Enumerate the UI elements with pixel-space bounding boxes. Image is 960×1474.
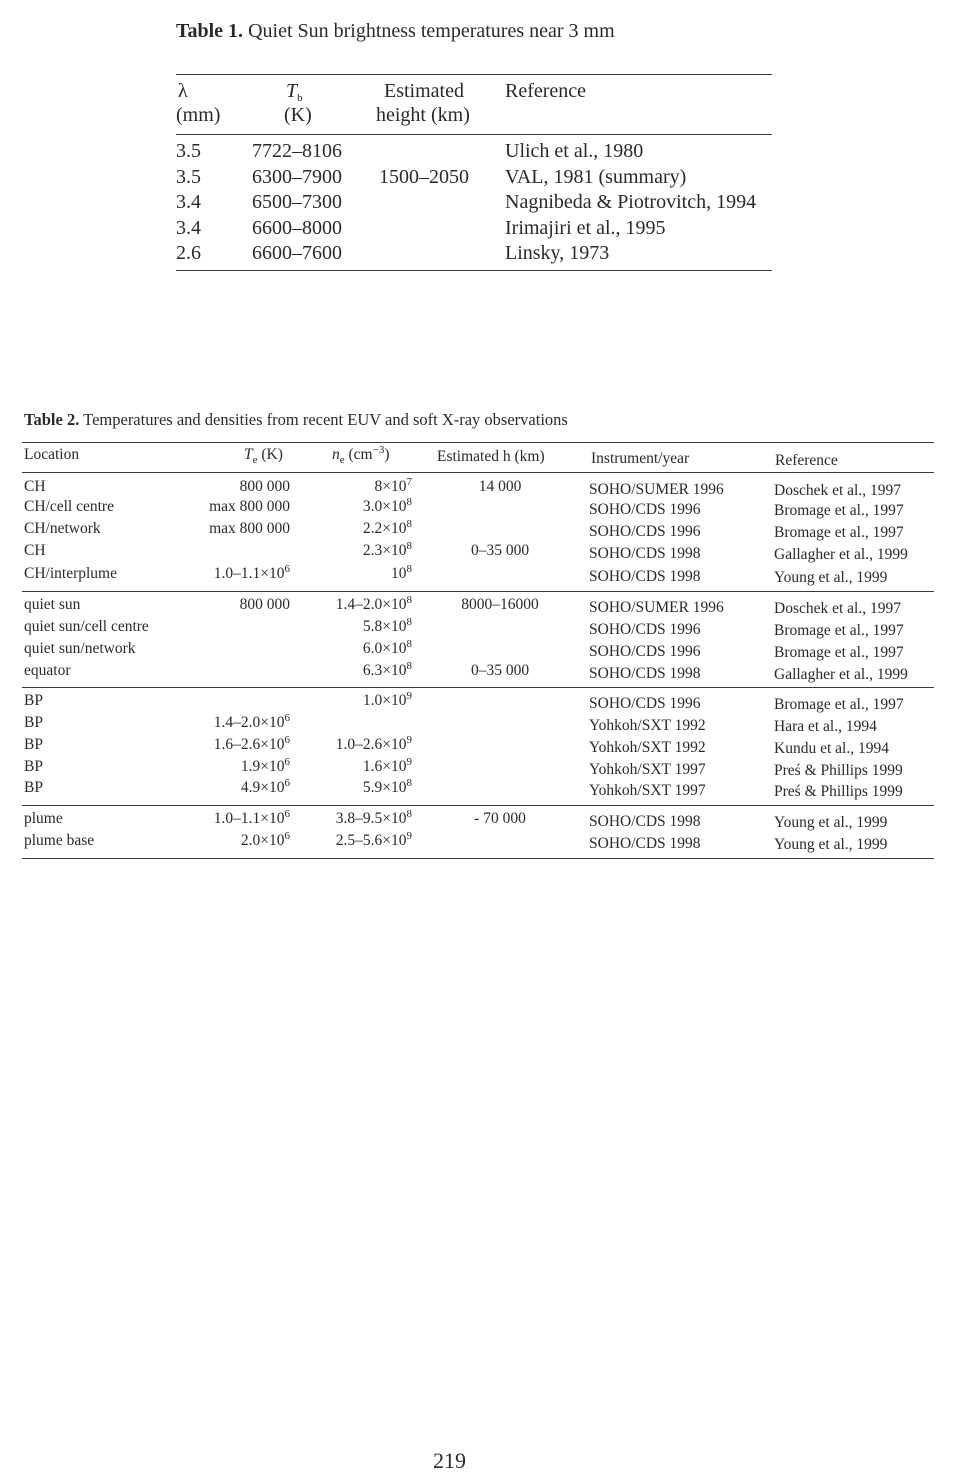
cell-instrument	[589, 835, 701, 853]
cell-reference	[774, 762, 903, 780]
table2-header-rule	[22, 472, 934, 473]
cell-ne	[363, 640, 412, 658]
cell-te	[241, 758, 290, 776]
cell-te	[209, 520, 290, 538]
cell-ne-value: 5.9×10	[362, 779, 407, 796]
cell-ne-exponent: 9	[406, 756, 412, 768]
cell-instrument	[589, 545, 701, 563]
cell-ne-exponent: 9	[406, 830, 412, 842]
cell-reference-value: Bromage et al., 1997	[774, 502, 904, 519]
table1-header-tb	[286, 80, 303, 103]
cell-reference	[774, 740, 889, 758]
cell-reference	[774, 482, 901, 500]
cell-te	[240, 478, 290, 496]
cell-height	[440, 596, 560, 614]
table2-caption-label: Table 2.	[24, 410, 80, 429]
cell-ne-value: 1.0–2.6×10	[335, 736, 407, 753]
cell-instrument-value: Yohkoh/SXT 1997	[589, 782, 706, 799]
cell-instrument-value: SOHO/CDS 1998	[589, 665, 701, 682]
cell-ne-exponent: 8	[406, 616, 412, 628]
cell-ne-exponent: 8	[406, 808, 412, 820]
cell-reference	[774, 569, 887, 587]
cell-reference: Nagnibeda & Piotrovitch, 1994	[505, 191, 757, 213]
table2-bottom-rule	[22, 858, 934, 859]
cell-reference	[774, 524, 904, 542]
cell-instrument	[589, 643, 701, 661]
cell-ne	[363, 520, 412, 538]
cell-reference-value: Gallagher et al., 1999	[774, 666, 908, 683]
cell-instrument	[589, 481, 724, 499]
cell-reference-value: Hara et al., 1994	[774, 718, 877, 735]
cell-ne	[336, 736, 412, 754]
cell-tb: 7722–8106	[252, 140, 342, 162]
table1-top-rule	[176, 74, 772, 75]
cell-ne-exponent: 7	[406, 476, 412, 488]
cell-location	[24, 692, 43, 710]
cell-location-value: plume base	[24, 832, 95, 849]
cell-ne-value: 2.3×10	[362, 542, 407, 559]
cell-te-exponent: 6	[284, 563, 290, 575]
cell-height-value: 0–35 000	[470, 662, 530, 679]
cell-ne-value: 6.3×10	[362, 662, 407, 679]
cell-ne	[375, 478, 413, 496]
cell-instrument-value: SOHO/CDS 1996	[589, 643, 701, 660]
table2-group-rule	[22, 591, 934, 592]
cell-ne-value: 1.6×10	[362, 758, 407, 775]
cell-instrument-value: SOHO/CDS 1998	[589, 813, 701, 830]
cell-ne-exponent: 8	[406, 594, 412, 606]
cell-te	[214, 810, 290, 828]
cell-reference-value: Bromage et al., 1997	[774, 696, 904, 713]
cell-ne-value: 8×10	[374, 478, 407, 495]
header-ne-symbol: n	[332, 446, 340, 463]
cell-te-exponent: 6	[284, 712, 290, 724]
cell-reference-value: Young et al., 1999	[774, 814, 888, 831]
cell-reference-value: Gallagher et al., 1999	[774, 546, 908, 563]
cell-location	[24, 810, 63, 828]
cell-location-value: plume	[24, 810, 63, 827]
cell-location	[24, 478, 46, 496]
cell-instrument	[589, 695, 701, 713]
cell-ne-exponent: 8	[406, 563, 412, 575]
cell-te-value: 800 000	[239, 478, 290, 495]
cell-height-value: - 70 000	[474, 810, 526, 827]
cell-reference: Ulich et al., 1980	[505, 140, 644, 162]
cell-ne-exponent: 8	[406, 660, 412, 672]
cell-location	[24, 832, 94, 850]
table1-header-lambda	[178, 80, 188, 103]
cell-ne-value: 2.2×10	[362, 520, 407, 537]
cell-instrument	[589, 621, 701, 639]
cell-location-value: quiet sun/network	[24, 640, 136, 657]
cell-location	[24, 736, 43, 754]
table2-top-rule	[22, 442, 934, 443]
cell-reference	[774, 696, 904, 714]
cell-ne-value: 1.4–2.0×10	[335, 596, 407, 613]
page-number: 219	[433, 1448, 466, 1473]
header-tb-symbol: T	[286, 80, 298, 102]
cell-instrument-value: Yohkoh/SXT 1992	[589, 717, 706, 734]
table2-header-instrument: Instrument/year	[591, 450, 690, 467]
cell-location	[24, 542, 46, 560]
cell-instrument-value: SOHO/CDS 1998	[589, 835, 701, 852]
cell-ne	[336, 832, 412, 850]
cell-location-value: CH	[24, 478, 46, 495]
cell-location-value: BP	[24, 758, 43, 775]
cell-reference: VAL, 1981 (summary)	[505, 165, 687, 188]
cell-ne-value: 3.8–9.5×10	[335, 810, 407, 827]
table2-caption-text: Temperatures and densities from recent EUV and soft X-ray observations	[83, 410, 568, 429]
cell-te-value: max 800 000	[209, 520, 290, 537]
cell-instrument-value: SOHO/CDS 1996	[589, 695, 701, 712]
cell-instrument-value: SOHO/SUMER 1996	[589, 481, 724, 498]
cell-height	[440, 810, 560, 828]
cell-te	[241, 832, 290, 850]
header-lambda-symbol: λ	[178, 80, 188, 102]
cell-te	[209, 498, 290, 516]
cell-height-value: 0–35 000	[470, 542, 530, 559]
cell-location	[24, 520, 101, 538]
cell-reference-value: Doschek et al., 1997	[774, 482, 901, 499]
cell-instrument-value: SOHO/CDS 1998	[589, 568, 701, 585]
cell-te-exponent: 6	[284, 756, 290, 768]
cell-instrument	[589, 717, 706, 735]
cell-instrument-value: SOHO/CDS 1996	[589, 621, 701, 638]
cell-ne	[336, 810, 412, 828]
cell-location-value: CH/cell centre	[24, 498, 114, 515]
table1-header-lambda-unit: (mm)	[176, 104, 221, 126]
cell-ne-exponent: 9	[406, 690, 412, 702]
cell-ne	[363, 542, 412, 560]
cell-te-exponent: 6	[284, 777, 290, 789]
cell-location	[24, 596, 80, 614]
cell-reference	[774, 546, 908, 564]
table1-header-rule	[176, 134, 772, 135]
header-ne-sub: e	[339, 454, 345, 466]
header-te-sub: e	[252, 454, 258, 466]
cell-ne	[363, 692, 412, 710]
cell-ne	[336, 596, 412, 614]
cell-height-value: 14 000	[478, 478, 522, 495]
cell-reference: Irimajiri et al., 1995	[505, 216, 666, 239]
header-tb-sub: b	[297, 92, 303, 104]
cell-instrument-value: SOHO/SUMER 1996	[589, 599, 724, 616]
cell-reference-value: Kundu et al., 1994	[774, 740, 889, 757]
table2-header-te	[244, 446, 283, 464]
cell-location	[24, 779, 43, 797]
cell-location	[24, 565, 117, 583]
cell-location	[24, 498, 114, 516]
cell-reference-value: Bromage et al., 1997	[774, 524, 904, 541]
table1-header-reference: Reference	[505, 80, 587, 102]
cell-te-value: 2.0×10	[240, 832, 285, 849]
cell-height	[440, 662, 560, 680]
cell-ne	[363, 779, 412, 797]
header-te-unit: (K)	[261, 446, 283, 463]
cell-ne	[363, 758, 412, 776]
cell-instrument	[589, 665, 701, 683]
cell-te-value: max 800 000	[209, 498, 290, 515]
table2-header-height: Estimated h (km)	[437, 448, 545, 465]
cell-te-value: 1.6–2.6×10	[213, 736, 285, 753]
cell-ne	[391, 565, 412, 583]
cell-location-value: CH	[24, 542, 46, 559]
cell-te-value: 1.9×10	[240, 758, 285, 775]
header-ne-unit-exp: −3	[372, 444, 385, 456]
cell-reference-value: Preś & Phillips 1999	[774, 783, 903, 800]
table2-header-ne	[332, 446, 390, 464]
cell-location-value: quiet sun/cell centre	[24, 618, 149, 635]
cell-tb: 6600–8000	[252, 216, 342, 239]
cell-height-value: 8000–16000	[461, 596, 539, 613]
cell-instrument	[589, 568, 701, 586]
cell-lambda: 2.6	[176, 242, 201, 264]
cell-location	[24, 758, 43, 776]
cell-location-value: BP	[24, 779, 43, 796]
cell-ne	[363, 618, 412, 636]
cell-instrument	[589, 523, 701, 541]
cell-location	[24, 662, 70, 680]
table2-header-location: Location	[24, 446, 80, 463]
cell-ne-exponent: 9	[406, 734, 412, 746]
cell-location	[24, 618, 149, 636]
cell-te-exponent: 6	[284, 808, 290, 820]
table1-caption-label: Table 1.	[176, 20, 244, 42]
cell-lambda: 3.5	[176, 140, 201, 162]
cell-instrument-value: Yohkoh/SXT 1997	[589, 761, 706, 778]
cell-location-value: CH/interplume	[24, 565, 117, 582]
cell-instrument	[589, 761, 706, 779]
cell-instrument	[589, 501, 701, 519]
cell-reference-value: Doschek et al., 1997	[774, 600, 901, 617]
cell-lambda: 3.5	[176, 165, 201, 188]
cell-te	[241, 779, 290, 797]
header-te-symbol: T	[244, 446, 253, 463]
cell-location-value: quiet sun	[24, 596, 81, 613]
table1-header-height-line1: Estimated	[384, 80, 464, 102]
cell-te	[214, 565, 290, 583]
cell-ne-value: 10	[391, 565, 407, 582]
cell-location-value: BP	[24, 692, 43, 709]
cell-location-value: equator	[24, 662, 71, 679]
cell-ne	[363, 498, 412, 516]
table1-bottom-rule	[176, 270, 772, 271]
cell-ne-exponent: 8	[406, 638, 412, 650]
cell-instrument-value: SOHO/CDS 1998	[589, 545, 701, 562]
cell-te-value: 1.0–1.1×10	[213, 565, 285, 582]
cell-location	[24, 640, 136, 658]
cell-te	[240, 596, 290, 614]
table1-header-height-line2: height (km)	[376, 104, 470, 126]
cell-ne-exponent: 8	[406, 777, 412, 789]
cell-reference-value: Bromage et al., 1997	[774, 622, 904, 639]
cell-reference-value: Bromage et al., 1997	[774, 644, 904, 661]
cell-reference	[774, 666, 908, 684]
cell-ne-exponent: 8	[406, 518, 412, 530]
cell-location	[24, 714, 43, 732]
cell-instrument-value: Yohkoh/SXT 1992	[589, 739, 706, 756]
table1-caption-text: Quiet Sun brightness temperatures near 3 mm	[248, 20, 615, 42]
cell-reference	[774, 600, 901, 618]
cell-height	[440, 478, 560, 496]
table2-header-reference: Reference	[775, 452, 838, 469]
cell-te-exponent: 6	[284, 734, 290, 746]
cell-instrument	[589, 739, 706, 757]
cell-ne-value: 2.5–5.6×10	[335, 832, 407, 849]
cell-ne	[363, 662, 412, 680]
cell-reference-value: Preś & Phillips 1999	[774, 762, 903, 779]
cell-instrument	[589, 813, 701, 831]
cell-ne-exponent: 8	[406, 496, 412, 508]
cell-ne-value: 3.0×10	[362, 498, 407, 515]
cell-te	[214, 714, 290, 732]
header-ne-unit: (cm	[348, 446, 373, 463]
cell-tb: 6300–7900	[252, 165, 342, 188]
cell-te-value: 4.9×10	[240, 779, 285, 796]
cell-reference-value: Young et al., 1999	[774, 569, 888, 586]
cell-instrument-value: SOHO/CDS 1996	[589, 501, 701, 518]
cell-reference	[774, 718, 877, 736]
table1-caption	[176, 20, 615, 43]
cell-tb: 6600–7600	[252, 242, 342, 264]
cell-height	[440, 542, 560, 560]
cell-reference	[774, 644, 904, 662]
cell-te-value: 1.4–2.0×10	[213, 714, 285, 731]
cell-instrument-value: SOHO/CDS 1996	[589, 523, 701, 540]
cell-reference	[774, 836, 887, 854]
cell-reference	[774, 502, 904, 520]
cell-instrument	[589, 782, 706, 800]
cell-ne-value: 5.8×10	[362, 618, 407, 635]
cell-ne-value: 1.0×10	[362, 692, 407, 709]
cell-location-value: CH/network	[24, 520, 101, 537]
table2-group-rule	[22, 805, 934, 806]
cell-reference	[774, 783, 903, 801]
cell-ne-exponent: 8	[406, 540, 412, 552]
cell-lambda: 3.4	[176, 191, 201, 213]
cell-ne-value: 6.0×10	[362, 640, 407, 657]
header-ne-unit-close: )	[384, 446, 390, 463]
cell-reference-value: Young et al., 1999	[774, 836, 888, 853]
cell-location-value: BP	[24, 736, 43, 753]
table1-header-tb-unit: (K)	[284, 104, 312, 126]
cell-reference	[774, 622, 904, 640]
cell-instrument	[589, 599, 724, 617]
cell-te-value: 800 000	[239, 596, 290, 613]
cell-reference: Linsky, 1973	[505, 242, 610, 264]
table2-caption	[24, 410, 568, 430]
cell-height: 1500–2050	[379, 165, 469, 188]
cell-te-exponent: 6	[284, 830, 290, 842]
cell-lambda: 3.4	[176, 216, 201, 239]
table2-group-rule	[22, 687, 934, 688]
cell-te	[214, 736, 290, 754]
cell-location-value: BP	[24, 714, 43, 731]
cell-tb: 6500–7300	[252, 191, 342, 213]
cell-reference	[774, 814, 887, 832]
cell-te-value: 1.0–1.1×10	[213, 810, 285, 827]
